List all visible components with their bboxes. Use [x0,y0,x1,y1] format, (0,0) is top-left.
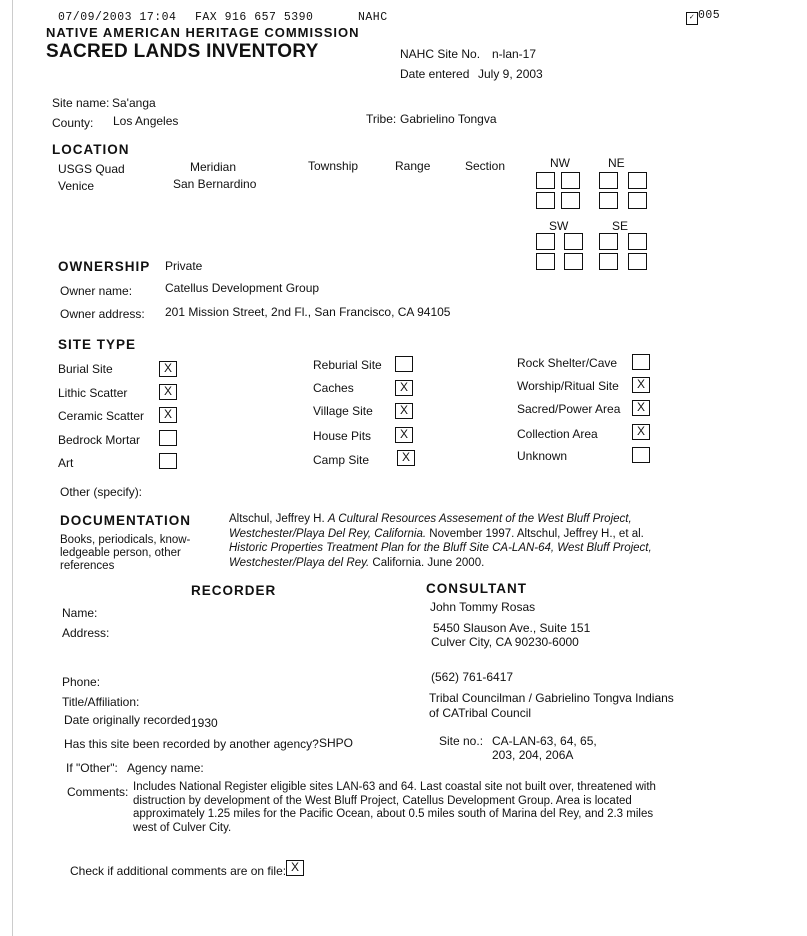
consultant-title-line1: Tribal Councilman / Gabrielino Tongva Indians [429,691,674,705]
other-agency: SHPO [319,736,354,750]
site-type-rockshelter-checkbox[interactable] [632,354,650,370]
form-title: SACRED LANDS INVENTORY [46,41,319,62]
ownership-heading: OWNERSHIP [58,259,151,274]
quadrant-ne-ne-checkbox[interactable] [628,172,647,189]
quadrant-ne-sw-checkbox[interactable] [599,192,618,209]
site-type-art-label: Art [58,456,74,470]
site-name: Sa'anga [112,96,156,110]
site-type-housepits-checkbox[interactable]: X [395,427,413,443]
consultant-site-no-line2: 203, 204, 206A [492,748,574,762]
site-type-ceramic-label: Ceramic Scatter [58,409,145,423]
agency-name-label: Agency name: [127,761,204,775]
site-type-bedrock-checkbox[interactable] [159,430,177,446]
ownership-type: Private [165,259,203,273]
range-label: Range [395,159,431,173]
if-other-label: If "Other": [66,761,118,775]
owner-address: 201 Mission Street, 2nd Fl., San Francisco, CA 94105 [165,305,451,319]
org-name: NATIVE AMERICAN HERITAGE COMMISSION [46,25,360,40]
fax-page-icon: ✓ [686,12,698,25]
site-type-lithic-label: Lithic Scatter [58,386,128,400]
site-type-caches-label: Caches [313,381,354,395]
quadrant-nw-se-checkbox[interactable] [561,192,580,209]
quadrant-sw-ne-checkbox[interactable] [564,233,583,250]
quadrant-nw-nw-checkbox[interactable] [536,172,555,189]
site-type-sacred-label: Sacred/Power Area [517,402,621,416]
site-type-rockshelter-label: Rock Shelter/Cave [517,356,618,370]
quadrant-nw-sw-checkbox[interactable] [536,192,555,209]
site-type-collection-label: Collection Area [517,427,598,441]
site-type-worship-checkbox[interactable]: X [632,377,650,393]
consultant-address-line1: 5450 Slauson Ave., Suite 151 [433,621,591,635]
site-name-label: Site name: [52,96,110,110]
recorder-heading: RECORDER [191,583,277,598]
site-type-housepits-label: House Pits [313,429,372,443]
owner-name: Catellus Development Group [165,281,320,295]
quadrant-se-label: SE [612,219,629,233]
date-entered-label: Date entered [400,67,470,81]
site-type-camp-label: Camp Site [313,453,370,467]
documentation-heading: DOCUMENTATION [60,513,191,528]
site-type-sacred-checkbox[interactable]: X [632,400,650,416]
consultant-site-no-line1: CA-LAN-63, 64, 65, [492,734,597,748]
page-edge-line [12,0,13,936]
site-type-camp-checkbox[interactable]: X [397,450,415,466]
consultant-title-line2: of CATribal Council [429,706,532,720]
usgs-quad-label: USGS Quad [58,162,125,176]
ref2-date: California. June 2000. [372,556,485,569]
ref2-author: Altschul, Jeffrey H., et al. [516,527,644,540]
additional-comments-label: Check if additional comments are on file: [70,864,287,878]
comments-text: Includes National Register eligible sites LAN-63 and 64. Last coastal site not built over, threatened with distruction by development of the West Bluff Project, Catellus Development Group. Area is located approximately 1.25 miles for the Pacific Ocean, about 0.5 miles south of Marina del Rey, and 2.3 miles west of Culver City. [133,781,656,834]
fax-page-number: ✓ 005 [686,9,720,25]
quadrant-ne-label: NE [608,156,625,170]
site-type-village-label: Village Site [313,404,373,418]
site-type-village-checkbox[interactable]: X [395,403,413,419]
site-type-worship-label: Worship/Ritual Site [517,379,619,393]
site-type-caches-checkbox[interactable]: X [395,380,413,396]
quadrant-sw-label: SW [549,219,569,233]
usgs-quad: Venice [58,179,95,193]
owner-name-label: Owner name: [60,284,133,298]
site-type-reburial-label: Reburial Site [313,358,382,372]
consultant-site-no-label: Site no.: [439,734,484,748]
owner-address-label: Owner address: [60,307,145,321]
quadrant-nw-label: NW [550,156,570,170]
tribe-label: Tribe: [366,112,397,126]
ref1-date: November 1997. [429,527,515,540]
site-type-heading: SITE TYPE [58,337,137,352]
other-specify-label: Other (specify): [60,485,143,499]
date-recorded: 1930 [191,716,218,730]
documentation-references [229,512,659,570]
ref2-title: Historic Properties Treatment Plan for the Bluff Site CA-LAN-64, West Bluff Project, Westchester/Playa del Rey. [229,542,652,569]
meridian-label: Meridian [190,160,237,174]
site-type-burial-label: Burial Site [58,362,113,376]
quadrant-se-nw-checkbox[interactable] [599,233,618,250]
consultant-address-line2: Culver City, CA 90230-6000 [431,635,579,649]
date-entered: July 9, 2003 [478,67,543,81]
consultant-heading: CONSULTANT [426,581,527,596]
consultant-name: John Tommy Rosas [430,600,536,614]
consultant-phone: (562) 761-6417 [431,670,514,684]
quadrant-sw-nw-checkbox[interactable] [536,233,555,250]
recorder-phone-label: Phone: [62,675,101,689]
quadrant-se-se-checkbox[interactable] [628,253,647,270]
county: Los Angeles [113,114,179,128]
nahc-site-no-label: NAHC Site No. [400,47,481,61]
ref1-title: A Cultural Resources Assesement of the West Bluff Project, Westchester/Playa Del Rey, California. [229,513,632,540]
documentation-sublabel: Books, periodicals, know-ledgeable person, other references [60,534,191,572]
comments-label: Comments: [67,785,129,799]
site-type-lithic-checkbox[interactable]: X [159,384,177,400]
fax-sender: NAHC [358,11,388,24]
ref1-author: Altschul, Jeffrey H. [229,513,325,525]
quadrant-se-ne-checkbox[interactable] [628,233,647,250]
other-agency-label: Has this site been recorded by another agency? [64,737,319,751]
quadrant-sw-sw-checkbox[interactable] [536,253,555,270]
site-type-bedrock-label: Bedrock Mortar [58,433,141,447]
recorder-name-label: Name: [62,606,98,620]
site-type-reburial-checkbox[interactable] [395,356,413,372]
quadrant-nw-ne-checkbox[interactable] [561,172,580,189]
tribe: Gabrielino Tongva [400,112,497,126]
recorder-title-label: Title/Affiliation: [62,695,140,709]
nahc-site-no: n-lan-17 [492,47,537,61]
site-type-ceramic-checkbox[interactable]: X [159,407,177,423]
fax-number: FAX 916 657 5390 [195,11,314,24]
quadrant-sw-se-checkbox[interactable] [564,253,583,270]
quadrant-ne-nw-checkbox[interactable] [599,172,618,189]
section-label: Section [465,159,506,173]
location-heading: LOCATION [52,142,130,157]
quadrant-se-sw-checkbox[interactable] [599,253,618,270]
fax-datetime: 07/09/2003 17:04 [58,11,177,24]
site-type-unknown-label: Unknown [517,449,568,463]
county-label: County: [52,116,94,130]
township-label: Township [308,159,359,173]
recorder-address-label: Address: [62,626,110,640]
additional-comments-checkbox[interactable]: X [286,860,304,876]
site-type-collection-checkbox[interactable]: X [632,424,650,440]
site-type-burial-checkbox[interactable]: X [159,361,177,377]
meridian: San Bernardino [173,177,257,191]
site-type-unknown-checkbox[interactable] [632,447,650,463]
site-type-art-checkbox[interactable] [159,453,177,469]
quadrant-ne-se-checkbox[interactable] [628,192,647,209]
date-recorded-label: Date originally recorded [64,713,191,727]
